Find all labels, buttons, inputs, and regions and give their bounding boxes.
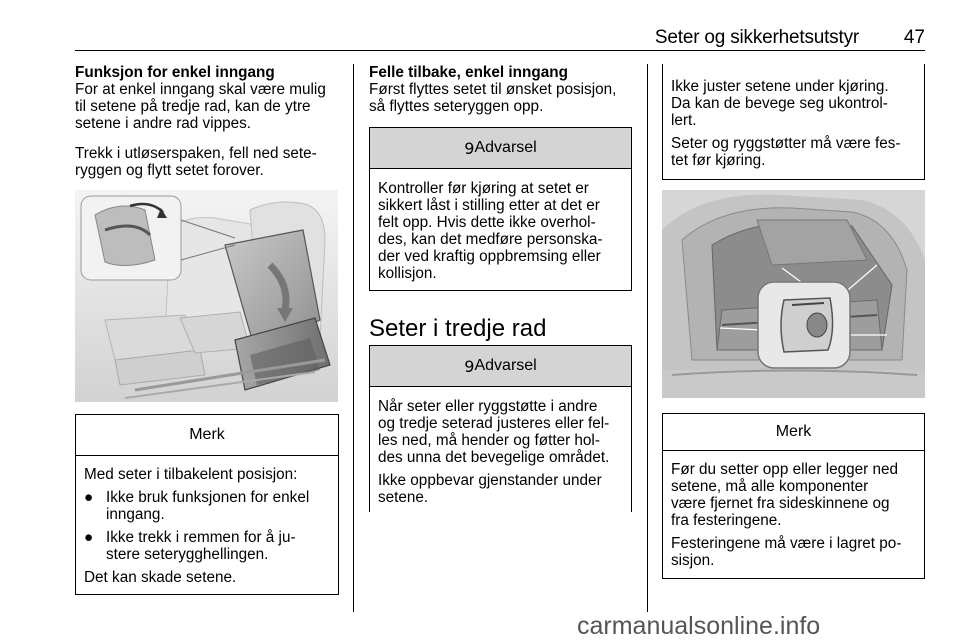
easy-entry-paragraph-1: For at enkel inngang skal være mulig til setene på tredje rad, kan de ytre setene i andre rad vippes. xyxy=(75,81,326,132)
note-title: Merk xyxy=(76,415,338,456)
heading-fold-back: Felle tilbake, enkel inngang xyxy=(369,64,568,81)
warning-text: Kontroller før kjøring at setet er sikkert låst i stilling etter at det er felt opp. Hvis dette ikke overhol- des, kan det medføre personska- der ved kraftig oppbremsing eller kollisjon. xyxy=(378,180,603,282)
bullet-icon: ● xyxy=(84,489,94,506)
warning-text: Seter og ryggstøtter må være fes- tet før kjøring. xyxy=(671,135,901,169)
warning-box-2 xyxy=(369,345,632,512)
warning-text: Når seter eller ryggstøtte i andre og tredje seterad justeres eller fel- les ned, må hender og føtter hol- des unna det bevegelige området. xyxy=(378,398,610,466)
note-text: Før du setter opp eller legger ned setene, må alle komponenter være fjernet fra sideskinnene og fra festeringene. xyxy=(671,461,899,529)
note-outro: Det kan skade setene. xyxy=(84,569,237,586)
warning-title: Advarsel xyxy=(474,357,537,374)
heading-easy-entry: Funksjon for enkel inngang xyxy=(75,64,275,81)
seat-fold-illustration xyxy=(75,190,338,402)
warning-title: Advarsel xyxy=(474,139,537,156)
header-rule xyxy=(75,50,925,51)
warning-triangle-icon: 9 xyxy=(464,356,475,376)
warning-header xyxy=(370,346,631,387)
column-separator-1 xyxy=(353,64,354,612)
warning-triangle-icon: 9 xyxy=(464,138,475,158)
note-bullet xyxy=(84,489,330,523)
warning-header xyxy=(370,128,631,169)
warning-box-1 xyxy=(369,127,632,291)
note-text: Festeringene må være i lagret po- sisjon. xyxy=(671,535,902,569)
note-box-third-row xyxy=(662,413,925,579)
page-number: 47 xyxy=(903,27,925,48)
easy-entry-paragraph-2: Trekk i utløserspaken, fell ned sete- ryggen og flytt setet forover. xyxy=(75,145,317,179)
note-box-easy-entry xyxy=(75,414,339,595)
note-bullet xyxy=(84,529,330,563)
note-intro: Med seter i tilbakelent posisjon: xyxy=(84,466,298,483)
warning-text: Ikke oppbevar gjenstander under setene. xyxy=(378,472,602,506)
section-title-third-row: Seter i tredje rad xyxy=(369,315,547,342)
note-bullet-text: Ikke bruk funksjonen for enkel inngang. xyxy=(106,489,310,523)
fold-back-paragraph: Først flyttes setet til ønsket posisjon, så flyttes seteryggen opp. xyxy=(369,81,617,115)
column-separator-2 xyxy=(647,64,648,612)
warning-text: Ikke juster setene under kjøring. Da kan de bevege seg ukontrol- lert. xyxy=(671,78,889,129)
note-title: Merk xyxy=(663,414,924,451)
bullet-icon: ● xyxy=(84,529,94,546)
rear-seat-rail-illustration xyxy=(662,190,925,398)
watermark: carmanualsonline.info xyxy=(577,612,821,640)
chapter-title: Seter og sikkerhetsutstyr xyxy=(654,27,859,48)
warning-continuation-box xyxy=(662,64,925,180)
page-header xyxy=(75,0,925,50)
note-bullet-text: Ikke trekk i remmen for å ju- stere seterygghellingen. xyxy=(106,529,296,563)
